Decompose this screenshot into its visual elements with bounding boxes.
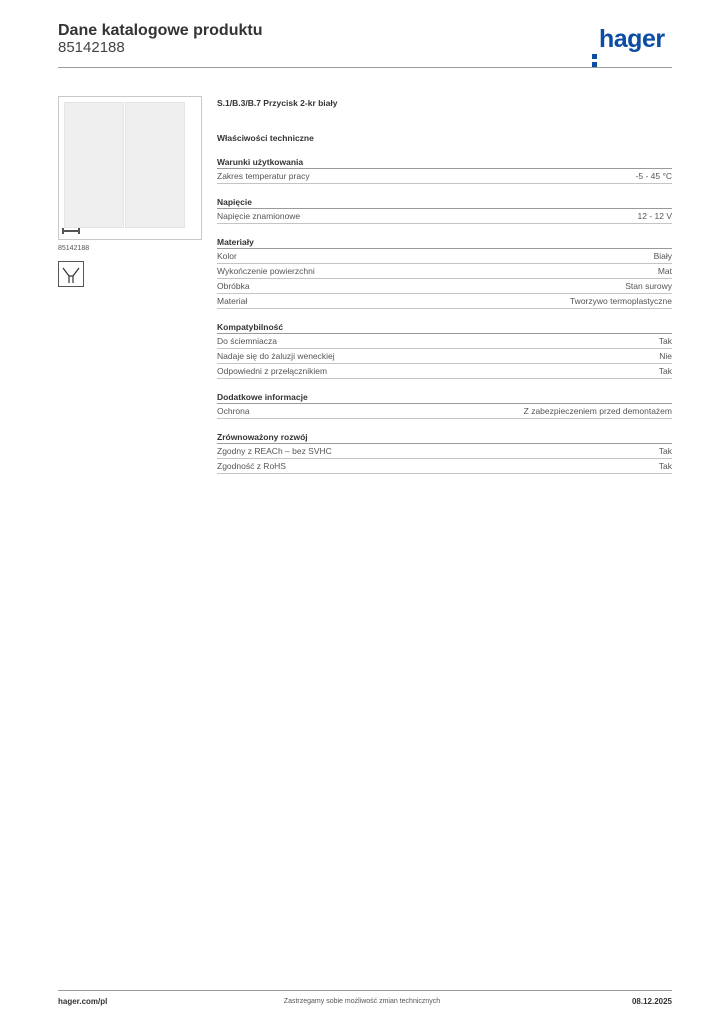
footer-date: 08.12.2025	[631, 997, 672, 1006]
header-title: Dane katalogowe produktu	[58, 22, 263, 39]
spec-group-title: Kompatybilność	[217, 321, 672, 334]
product-name: S.1/B.3/B.7 Przycisk 2-kr biały	[217, 98, 338, 108]
spec-label: Kolor	[217, 251, 237, 261]
spec-value: Stan surowy	[625, 281, 672, 291]
spec-label: Zgodny z REACh – bez SVHC	[217, 446, 332, 456]
spec-row	[217, 404, 672, 419]
spec-value: Biały	[653, 251, 672, 261]
spec-group	[217, 391, 672, 419]
spec-group	[217, 431, 672, 474]
spec-value: Tak	[658, 366, 672, 376]
spec-value: Tak	[658, 336, 672, 346]
rocker-right	[125, 102, 185, 228]
spec-group	[217, 236, 672, 309]
spec-value: Tak	[658, 446, 672, 456]
spec-row	[217, 209, 672, 224]
spec-row	[217, 294, 672, 309]
spec-row	[217, 264, 672, 279]
spec-content	[217, 96, 672, 474]
spec-groups	[217, 156, 672, 474]
hager-logo[interactable]	[592, 27, 665, 52]
spec-value: 12 - 12 V	[637, 211, 672, 221]
spec-value: Tworzywo termoplastyczne	[569, 296, 672, 306]
spec-value: Mat	[657, 266, 672, 276]
spec-group-title: Zrównoważony rozwój	[217, 431, 672, 444]
spec-value: Tak	[658, 461, 672, 471]
spec-value: Z zabezpieczeniem przed demontażem	[523, 406, 672, 416]
image-product-code: 85142188	[58, 245, 90, 252]
spec-group	[217, 156, 672, 184]
spec-label: Wykończenie powierzchni	[217, 266, 315, 276]
spec-label: Obróbka	[217, 281, 250, 291]
rocker-left	[64, 102, 124, 228]
footer-divider	[58, 990, 672, 991]
spec-row	[217, 364, 672, 379]
spec-label: Zakres temperatur pracy	[217, 171, 310, 181]
spec-group-title: Dodatkowe informacje	[217, 391, 672, 404]
spec-row	[217, 444, 672, 459]
spec-row	[217, 334, 672, 349]
spec-label: Materiał	[217, 296, 248, 306]
spec-group-title: Napięcie	[217, 196, 672, 209]
spec-group-title: Materiały	[217, 236, 672, 249]
spec-group-title: Warunki użytkowania	[217, 156, 672, 169]
spec-label: Zgodność z RoHS	[217, 461, 286, 471]
spec-group	[217, 321, 672, 379]
spec-label: Do ściemniacza	[217, 336, 277, 346]
spec-row	[217, 249, 672, 264]
header-product-code: 85142188	[58, 39, 125, 56]
spec-row	[217, 169, 672, 184]
spec-label: Nadaje się do żaluzji weneckiej	[217, 351, 335, 361]
spec-row	[217, 349, 672, 364]
footer-website-link[interactable]: hager.com/pl	[58, 997, 108, 1006]
logo-text: hager	[599, 25, 665, 53]
spec-value: Nie	[659, 351, 672, 361]
spec-label: Napięcie znamionowe	[217, 211, 301, 221]
spec-value: -5 - 45 °C	[635, 171, 672, 181]
spec-label: Odpowiedni z przełącznikiem	[217, 366, 328, 376]
footer-disclaimer: Zastrzegamy sobie możliwość zmian technicznych	[283, 998, 441, 1005]
pushbutton-symbol-icon	[58, 261, 84, 287]
scale-bar-icon	[62, 230, 80, 232]
spec-row	[217, 279, 672, 294]
spec-label: Ochrona	[217, 406, 250, 416]
spec-group	[217, 196, 672, 224]
spec-row	[217, 459, 672, 474]
header-divider	[58, 67, 672, 68]
product-image	[58, 96, 202, 240]
section-title: Właściwości techniczne	[217, 133, 314, 143]
